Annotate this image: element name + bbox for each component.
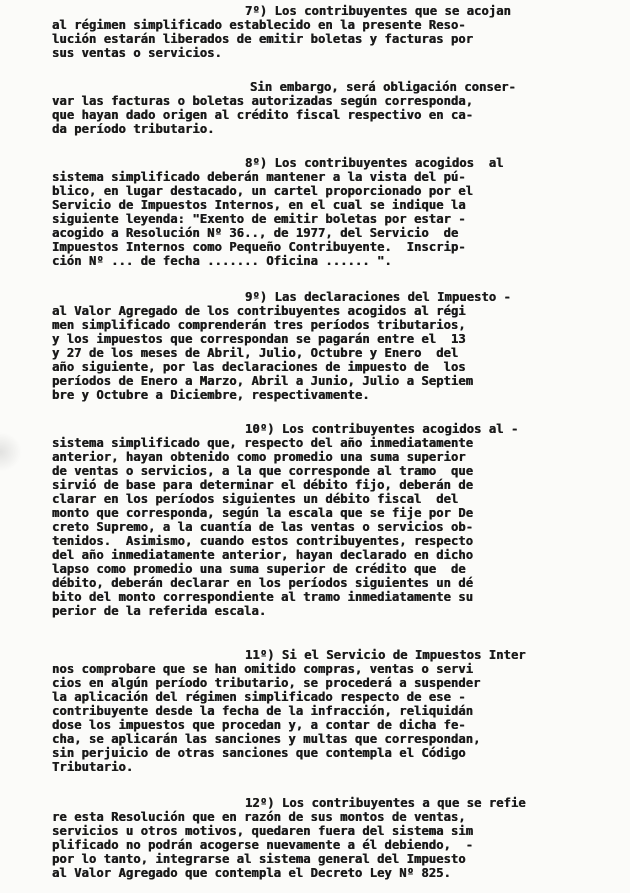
text-line: que hayan dado origen al crédito fiscal respectivo en ca- — [52, 108, 474, 122]
text-line: Servicio de Impuestos Internos, en el cual se indique la — [52, 198, 466, 212]
text-line: re esta Resolución que en razón de sus montos de ventas, — [52, 810, 466, 824]
text-line: acogido a Resolución Nº 36.., de 1977, del Servicio de — [52, 226, 459, 240]
text-line: Impuestos Internos como Pequeño Contribuyente. Inscrip- — [52, 240, 466, 254]
text-line: de ventas o servicios, a la que corresponde al tramo que — [52, 464, 474, 478]
text-line: períodos de Enero a Marzo, Abril a Junio, Julio a Septiem — [52, 374, 474, 388]
text-line: 8º) Los contribuyentes acogidos al — [245, 156, 504, 170]
text-line: men simplificado comprenderán tres períodos tributarios, — [52, 318, 466, 332]
text-line: clarar en los períodos siguientes un débito fiscal del — [52, 492, 459, 506]
text-line: al régimen simplificado establecido en la presente Reso- — [52, 18, 466, 32]
text-line: la aplicación del régimen simplificado respecto de ese - — [52, 690, 466, 704]
text-line: débito, deberán declarar en los períodos siguientes un dé — [52, 576, 474, 590]
text-line: tenidos. Asimismo, cuando estos contribuyentes, respecto — [52, 534, 474, 548]
text-line: y 27 de los meses de Abril, Julio, Octubre y Enero del — [52, 346, 459, 360]
text-line: 7º) Los contribuyentes que se acojan — [245, 4, 511, 18]
text-line: sirvió de base para determinar el débito fijo, deberán de — [52, 478, 474, 492]
text-line: año siguiente, por las declaraciones de impuesto de los — [52, 360, 466, 374]
text-line: perior de la referida escala. — [52, 604, 267, 618]
text-line: bre y Octubre a Diciembre, respectivamente. — [52, 388, 370, 402]
text-line: plificado no podrán acogerse nuevamente a él debiendo, - — [52, 838, 474, 852]
text-line: cha, se aplicarán las sanciones y multas que correspondan, — [52, 732, 481, 746]
text-line: creto Supremo, a la cuantía de las ventas o servicios ob- — [52, 520, 474, 534]
text-line: servicios u otros motivos, quedaren fuera del sistema sim — [52, 824, 474, 838]
text-line: al Valor Agregado de los contribuyentes acogidos al régi — [52, 304, 466, 318]
text-line: monto que corresponda, según la escala que se fije por De — [52, 506, 474, 520]
text-line: nos comprobare que se han omitido compras, ventas o servi — [52, 662, 474, 676]
text-line: Sin embargo, será obligación conser- — [250, 80, 516, 94]
text-line: por lo tanto, integrarse al sistema general del Impuesto — [52, 852, 466, 866]
text-line: contribuyente desde la fecha de la infracción, reliquidán — [52, 704, 474, 718]
text-line: ción Nº ... de fecha ....... Oficina ...... ". — [52, 254, 392, 268]
text-line: sistema simplificado deberán mantener a la vista del pú- — [52, 170, 466, 184]
text-line: blico, en lugar destacado, un cartel proporcionado por el — [52, 184, 474, 198]
text-line: cios en algún período tributario, se procederá a suspender — [52, 676, 481, 690]
text-line: lución estarán liberados de emitir boletas y facturas por — [52, 32, 474, 46]
text-line: al Valor Agregado que contempla el Decreto Ley Nº 825. — [52, 866, 451, 880]
text-line: 12º) Los contribuyentes a que se refie — [245, 796, 526, 810]
text-line: del año inmediatamente anterior, hayan declarado en dicho — [52, 548, 474, 562]
text-line: 9º) Las declaraciones del Impuesto - — [245, 290, 511, 304]
text-line: 11º) Si el Servicio de Impuestos Inter — [245, 648, 526, 662]
text-line: sistema simplificado que, respecto del año inmediatamente — [52, 436, 474, 450]
text-line: siguiente leyenda: "Exento de emitir boletas por estar - — [52, 212, 466, 226]
text-line: sin perjuicio de otras sanciones que contempla el Código — [52, 746, 466, 760]
text-line: dose los impuestos que procedan y, a contar de dicha fe- — [52, 718, 466, 732]
text-line: da período tributario. — [52, 122, 215, 136]
scan-smudge — [0, 432, 22, 472]
text-line: y los impuestos que correspondan se pagarán entre el 13 — [52, 332, 466, 346]
text-line: 10º) Los contribuyentes acogidos al - — [245, 422, 519, 436]
text-line: var las facturas o boletas autorizadas según corresponda, — [52, 94, 474, 108]
text-line: sus ventas o servicios. — [52, 46, 222, 60]
text-line: Tributario. — [52, 760, 134, 774]
text-line: lapso como promedio una suma superior de crédito que de — [52, 562, 466, 576]
text-line: bito del monto correspondiente al tramo inmediatamente su — [52, 590, 474, 604]
text-line: anterior, hayan obtenido como promedio una suma superior — [52, 450, 466, 464]
